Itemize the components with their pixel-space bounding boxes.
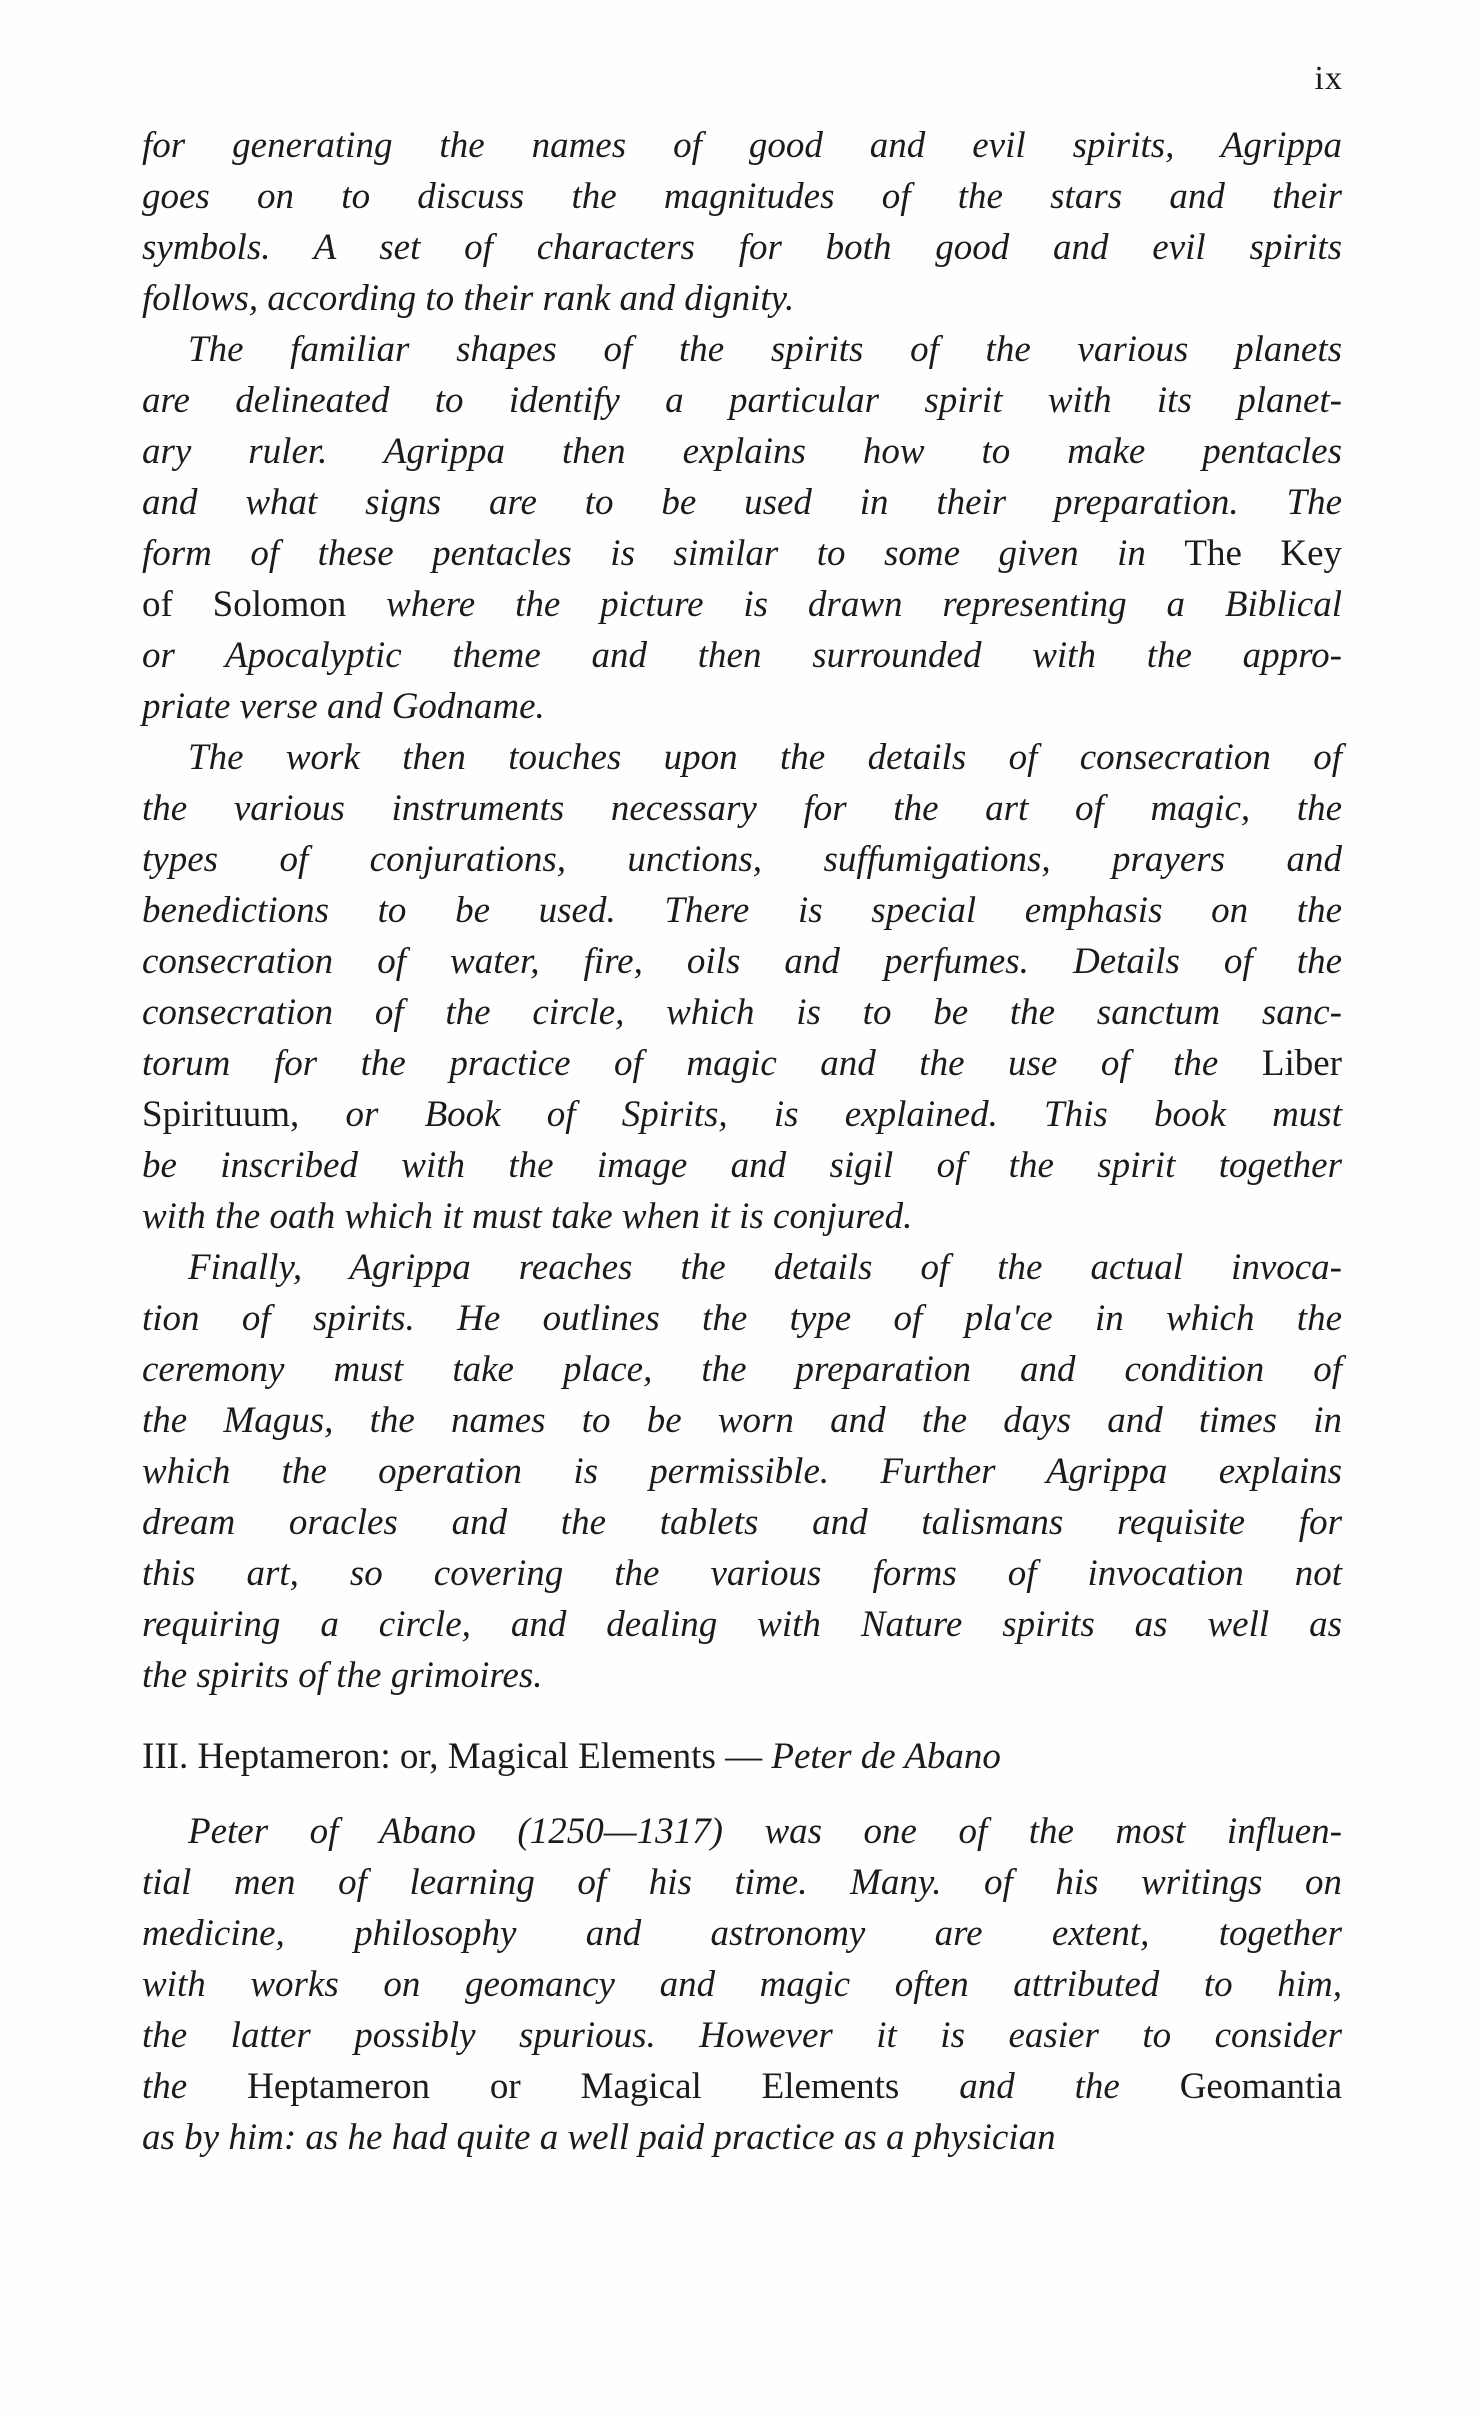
text-line <box>142 2061 1342 2112</box>
text-line <box>142 783 1342 834</box>
italic-text: are delineated to identify a particular spirit with its planet- <box>142 380 1342 421</box>
text-line <box>142 426 1342 477</box>
roman-text: Liber <box>1261 1043 1342 1084</box>
italic-text: this art, so covering the various forms of invocation not <box>142 1553 1342 1594</box>
text-line <box>142 1857 1342 1908</box>
text-line <box>142 936 1342 987</box>
section-heading <box>142 1731 1342 1782</box>
italic-text: where the picture is drawn representing a Biblical <box>346 584 1342 625</box>
italic-text: or Book of Spirits, is explained. This book must <box>299 1094 1342 1135</box>
italic-text: consecration of the circle, which is to be the sanctum sanc- <box>142 992 1342 1033</box>
roman-text: Heptameron or Magical Elements <box>247 2066 900 2107</box>
italic-text: the spirits of the grimoires. <box>142 1655 543 1696</box>
text-line <box>142 222 1342 273</box>
text-line <box>142 120 1342 171</box>
text-line <box>142 171 1342 222</box>
text-line <box>142 1191 1342 1242</box>
text-line <box>142 987 1342 1038</box>
page-number: ix <box>1314 60 1343 97</box>
text-line <box>142 1548 1342 1599</box>
italic-text: with the oath which it must take when it is conjured. <box>142 1196 913 1237</box>
italic-text: which the operation is permissible. Further Agrippa explains <box>142 1451 1342 1492</box>
text-line <box>142 732 1342 783</box>
italic-text: the latter possibly spurious. However it is easier to consider <box>142 2015 1342 2056</box>
text-line <box>142 273 1342 324</box>
text-line <box>142 1446 1342 1497</box>
italic-text: ceremony must take place, the preparation and condition of <box>142 1349 1342 1390</box>
text-line <box>142 1344 1342 1395</box>
italic-text: consecration of water, fire, oils and perfumes. Details of the <box>142 941 1342 982</box>
italic-text: symbols. A set of characters for both good and evil spirits <box>142 227 1342 268</box>
italic-text: tion of spirits. He outlines the type of pla'ce in which the <box>142 1298 1342 1339</box>
italic-text: goes on to discuss the magnitudes of the stars and their <box>142 176 1342 217</box>
text-line <box>142 1140 1342 1191</box>
text-line <box>142 630 1342 681</box>
italic-text: ary ruler. Agrippa then explains how to make pentacles <box>142 431 1342 472</box>
roman-text: Geomantia <box>1179 2066 1343 2107</box>
roman-text: The Key <box>1184 533 1342 574</box>
italic-text: Peter de Abano <box>771 1736 1001 1777</box>
text-line <box>142 1650 1342 1701</box>
text-block <box>142 120 1342 2163</box>
text-line <box>142 1089 1342 1140</box>
italic-text: for generating the names of good and evil spirits, Agrippa <box>142 125 1342 166</box>
italic-text: torum for the practice of magic and the use of the <box>142 1043 1262 1084</box>
italic-text: Peter of Abano (1250—1317) was one of the most influen- <box>188 1811 1342 1852</box>
text-line <box>142 375 1342 426</box>
italic-text: form of these pentacles is similar to some given in <box>142 533 1185 574</box>
roman-text: of Solomon <box>142 584 347 625</box>
italic-text: and the <box>899 2066 1180 2107</box>
roman-text: III. Heptameron: or, Magical Elements — <box>142 1736 772 1777</box>
text-line <box>142 1293 1342 1344</box>
italic-text: as by him: as he had quite a well paid practice as a physician <box>142 2117 1056 2158</box>
text-line <box>142 1731 1342 1782</box>
italic-text: the Magus, the names to be worn and the days and times in <box>142 1400 1342 1441</box>
italic-text: tial men of learning of his time. Many. of his writings on <box>142 1862 1342 1903</box>
text-line <box>142 1497 1342 1548</box>
text-line <box>142 1959 1342 2010</box>
roman-text: Spirituum, <box>142 1094 300 1135</box>
italic-text: The familiar shapes of the spirits of the various planets <box>188 329 1342 370</box>
text-line <box>142 1908 1342 1959</box>
italic-text: or Apocalyptic theme and then surrounded with the appro- <box>142 635 1342 676</box>
text-line <box>142 1242 1342 1293</box>
paragraph <box>142 324 1342 732</box>
text-line <box>142 1806 1342 1857</box>
text-line <box>142 885 1342 936</box>
text-line <box>142 477 1342 528</box>
text-line <box>142 579 1342 630</box>
italic-text: benedictions to be used. There is special emphasis on the <box>142 890 1342 931</box>
paragraph <box>142 1806 1342 2163</box>
paragraph <box>142 732 1342 1242</box>
text-line <box>142 2112 1342 2163</box>
italic-text: with works on geomancy and magic often attributed to him, <box>142 1964 1342 2005</box>
text-line <box>142 1395 1342 1446</box>
text-line <box>142 324 1342 375</box>
paragraph <box>142 120 1342 324</box>
paragraph <box>142 1242 1342 1701</box>
italic-text: be inscribed with the image and sigil of the spirit together <box>142 1145 1342 1186</box>
italic-text: follows, according to their rank and dignity. <box>142 278 795 319</box>
italic-text: the various instruments necessary for the art of magic, the <box>142 788 1342 829</box>
italic-text: Finally, Agrippa reaches the details of the actual invoca- <box>188 1247 1342 1288</box>
text-line <box>142 834 1342 885</box>
text-line <box>142 528 1342 579</box>
italic-text: the <box>142 2066 248 2107</box>
italic-text: and what signs are to be used in their preparation. The <box>142 482 1342 523</box>
text-line <box>142 1038 1342 1089</box>
italic-text: medicine, philosophy and astronomy are extent, together <box>142 1913 1342 1954</box>
italic-text: types of conjurations, unctions, suffumigations, prayers and <box>142 839 1342 880</box>
italic-text: priate verse and Godname. <box>142 686 545 727</box>
text-line <box>142 1599 1342 1650</box>
italic-text: The work then touches upon the details of consecration of <box>188 737 1342 778</box>
italic-text: requiring a circle, and dealing with Nature spirits as well as <box>142 1604 1342 1645</box>
text-line <box>142 2010 1342 2061</box>
text-line <box>142 681 1342 732</box>
italic-text: dream oracles and the tablets and talismans requisite for <box>142 1502 1342 1543</box>
